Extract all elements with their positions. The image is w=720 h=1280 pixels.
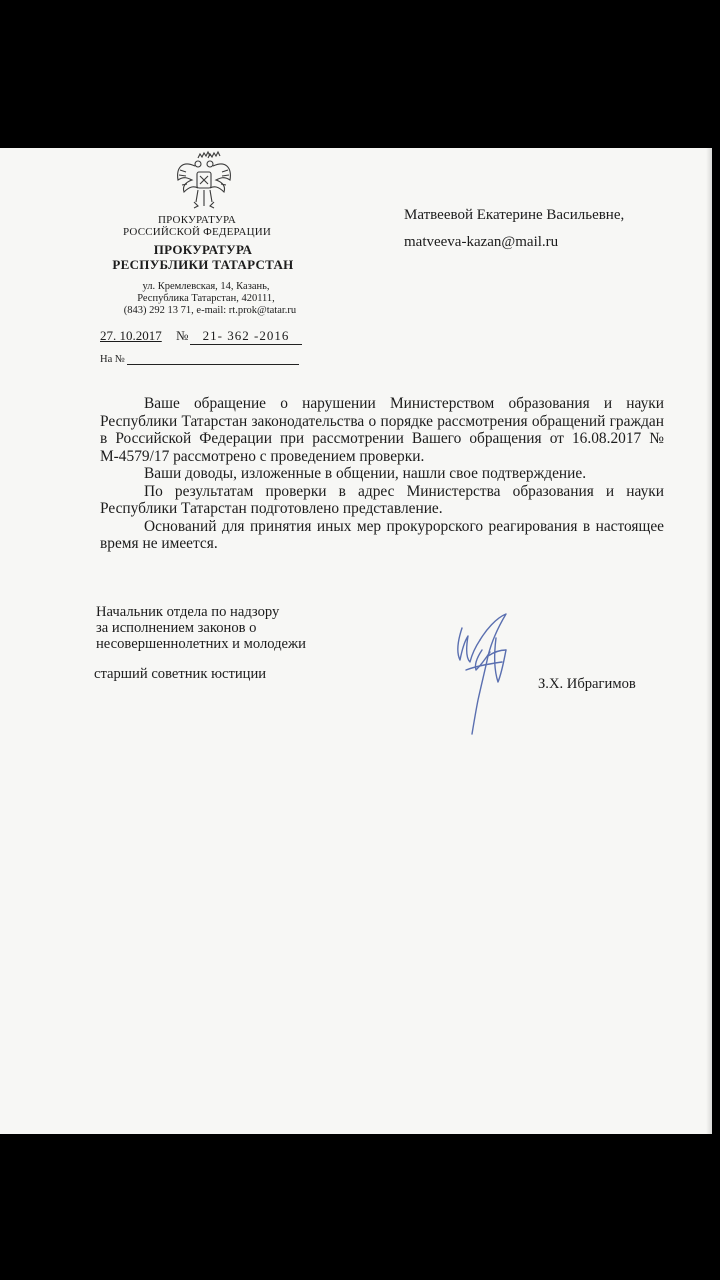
signer-rank: старший советник юстиции	[94, 666, 267, 682]
org-region-bold: РЕСПУБЛИКИ ТАТАРСТАН	[112, 257, 294, 272]
reference-label: На №	[100, 354, 125, 365]
body-paragraph: Оснований для принятия иных мер прокурорского реагирования в настоящее время не имеется.	[100, 517, 664, 552]
letter-body	[100, 395, 664, 553]
org-country-small: РОССИЙСКОЙ ФЕДЕРАЦИИ	[122, 226, 272, 238]
document-number: 21- 362 -2016	[190, 328, 302, 345]
reference-field	[127, 353, 299, 365]
number-sign: №	[176, 328, 189, 343]
recipient-email: matveeva-kazan@mail.ru	[404, 234, 559, 250]
document-page	[0, 148, 712, 1134]
address-contacts: (843) 292 13 71, e-mail: rt.prok@tatar.ru	[123, 305, 297, 316]
reference-line	[100, 353, 299, 365]
body-paragraph: Ваши доводы, изложенные в общении, нашли свое подтверждение.	[144, 465, 587, 482]
body-paragraph: По результатам проверки в адрес Министерства образования и науки Республики Татарстан подготовлено представление.	[100, 482, 664, 517]
coat-of-arms-emblem	[172, 150, 236, 212]
document-date: 27. 10.2017	[100, 328, 162, 343]
signer-position-line: Начальник отдела по надзору	[96, 604, 280, 620]
recipient-name: Матвеевой Екатерине Васильевне,	[404, 207, 625, 223]
org-name-small: ПРОКУРАТУРА	[157, 214, 237, 226]
signer-name: З.Х. Ибрагимов	[538, 676, 636, 692]
address-street: ул. Кремлевская, 14, Казань,	[142, 281, 270, 292]
registration-line	[100, 328, 306, 344]
address-region: Республика Татарстан, 420111,	[137, 293, 275, 304]
signer-position-line: несовершеннолетних и молодежи	[96, 636, 306, 652]
handwritten-signature	[452, 610, 524, 740]
org-name-bold: ПРОКУРАТУРА	[153, 242, 253, 257]
body-paragraph: Ваше обращение о нарушении Министерством образования и науки Республики Татарстан законодательства о порядке рассмотрения обращений граждан в Российской Федерации при рассмотрении Вашего обращения от 16.08.2017 № М-4579/17 рассмотрено с проведением проверки.	[100, 395, 664, 465]
signer-position-line: за исполнением законов о	[96, 620, 257, 636]
